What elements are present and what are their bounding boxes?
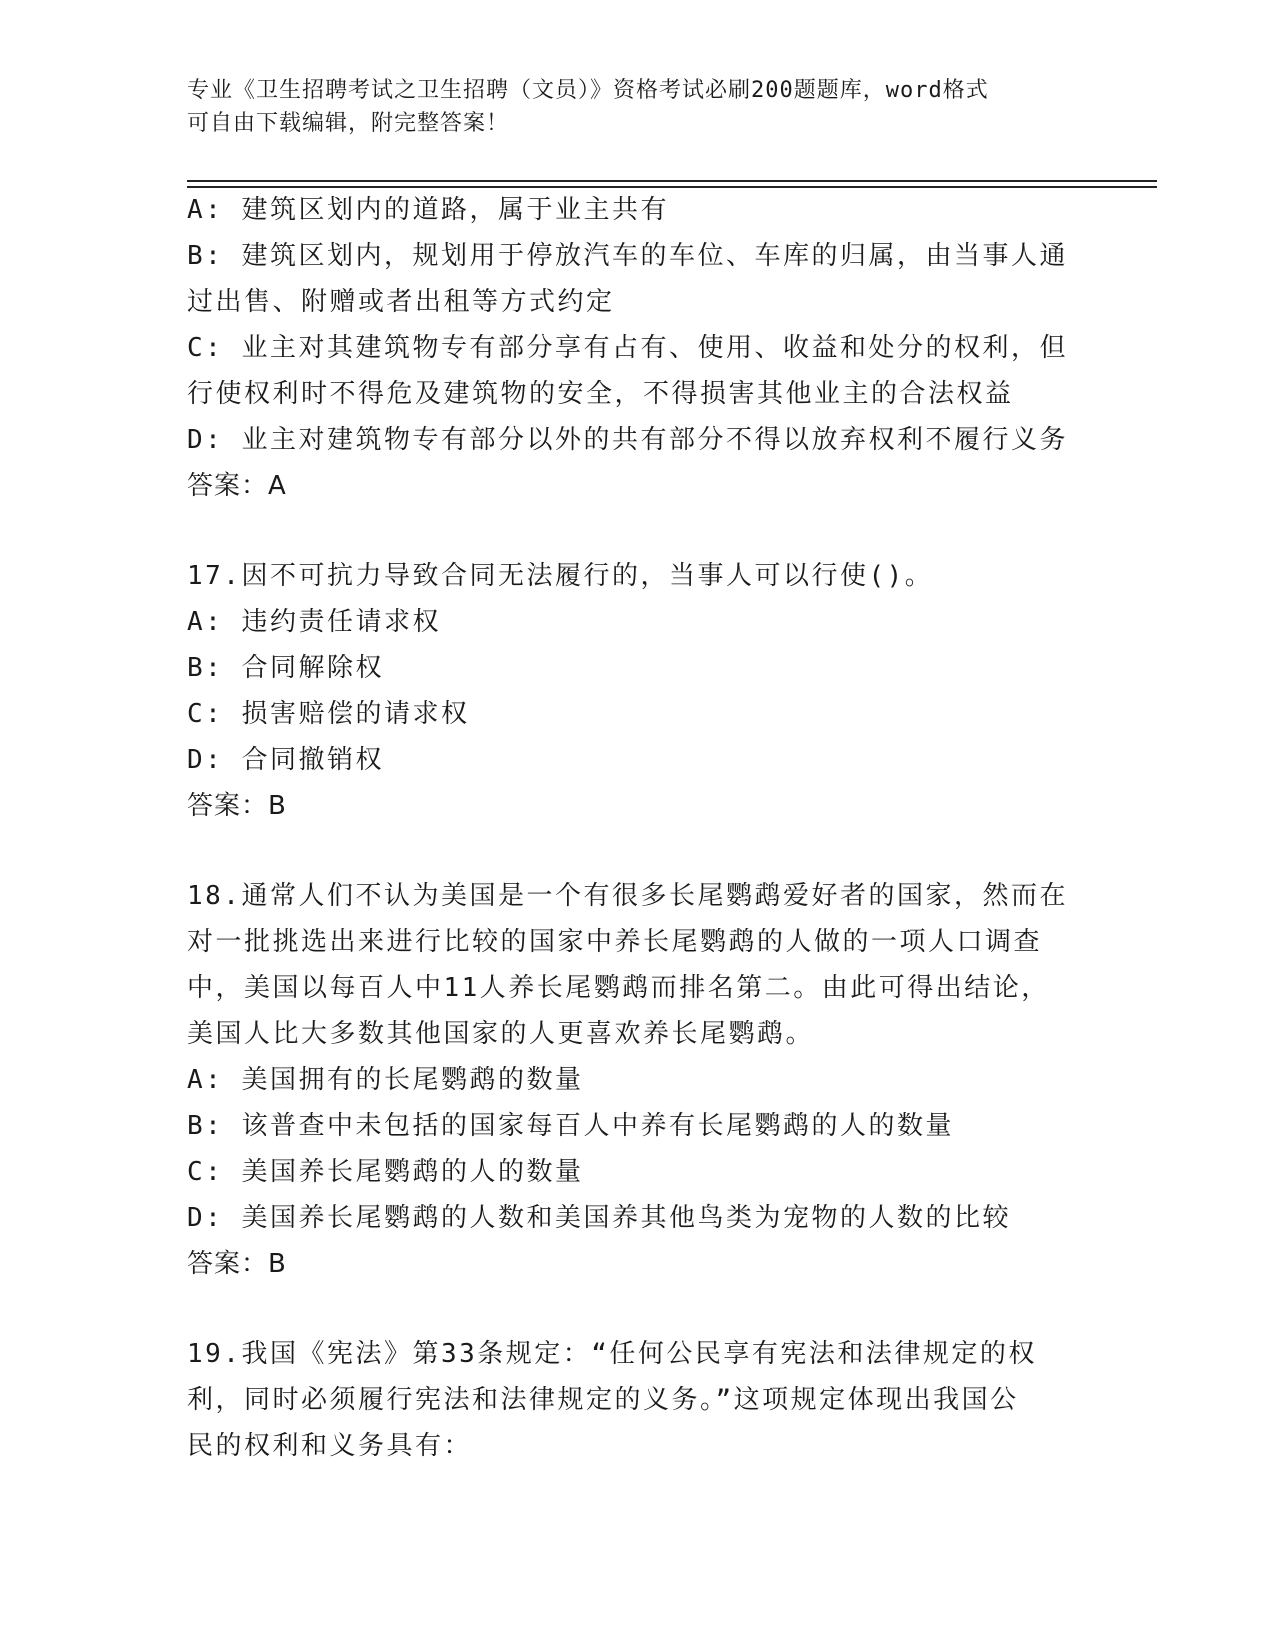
header-line-2: 可自由下载编辑，附完整答案！ <box>187 111 510 136</box>
question-stem-continued: 中，美国以每百人中11人养长尾鹦鹉而排名第二。由此可得出结论， <box>187 973 1050 1003</box>
question-17 <box>187 553 1087 829</box>
option-c: C: 美国养长尾鹦鹉的人的数量 <box>187 1157 584 1187</box>
option-a: A: 违约责任请求权 <box>187 607 441 637</box>
option-a: A: 美国拥有的长尾鹦鹉的数量 <box>187 1065 584 1095</box>
question-19 <box>187 1331 1087 1469</box>
answer: 答案：B <box>187 791 287 821</box>
option-b-continued: 过出售、附赠或者出租等方式约定 <box>187 287 615 317</box>
spacer <box>187 829 1087 873</box>
option-c-continued: 行使权利时不得危及建筑物的安全，不得损害其他业主的合法权益 <box>187 379 1014 409</box>
document-header <box>187 74 1067 140</box>
spacer <box>187 509 1087 553</box>
option-b: B: 建筑区划内，规划用于停放汽车的车位、车库的归属，由当事人通 <box>187 241 1068 271</box>
header-rule-top <box>187 180 1157 182</box>
option-d: D: 美国养长尾鹦鹉的人数和美国养其他鸟类为宠物的人数的比较 <box>187 1203 1011 1233</box>
question-stem: 17.因不可抗力导致合同无法履行的，当事人可以行使()。 <box>187 561 934 591</box>
option-a: A: 建筑区划内的道路，属于业主共有 <box>187 195 669 225</box>
answer: 答案：B <box>187 1249 287 1279</box>
question-stem: 19.我国《宪法》第33条规定：“任何公民享有宪法和法律规定的权 <box>187 1339 1037 1369</box>
question-16 <box>187 187 1087 509</box>
option-b: B: 该普查中未包括的国家每百人中养有长尾鹦鹉的人的数量 <box>187 1111 954 1141</box>
option-c: C: 损害赔偿的请求权 <box>187 699 470 729</box>
question-content <box>187 187 1087 1469</box>
option-d: D: 业主对建筑物专有部分以外的共有部分不得以放弃权利不履行义务 <box>187 425 1068 455</box>
question-stem-continued: 民的权利和义务具有： <box>187 1431 473 1461</box>
question-stem-continued: 对一批挑选出来进行比较的国家中养长尾鹦鹉的人做的一项人口调查 <box>187 927 1043 957</box>
answer: 答案：A <box>187 471 287 501</box>
option-c: C: 业主对其建筑物专有部分享有占有、使用、收益和处分的权利，但 <box>187 333 1068 363</box>
option-b: B: 合同解除权 <box>187 653 384 683</box>
header-line-1: 专业《卫生招聘考试之卫生招聘（文员）》资格考试必刷200题题库，word格式 <box>187 78 989 103</box>
question-18 <box>187 873 1087 1287</box>
spacer <box>187 1287 1087 1331</box>
question-stem: 18.通常人们不认为美国是一个有很多长尾鹦鹉爱好者的国家，然而在 <box>187 881 1068 911</box>
question-stem-continued: 利，同时必须履行宪法和法律规定的义务。”这项规定体现出我国公 <box>187 1385 1019 1415</box>
question-stem-continued: 美国人比大多数其他国家的人更喜欢养长尾鹦鹉。 <box>187 1019 815 1049</box>
option-d: D: 合同撤销权 <box>187 745 384 775</box>
